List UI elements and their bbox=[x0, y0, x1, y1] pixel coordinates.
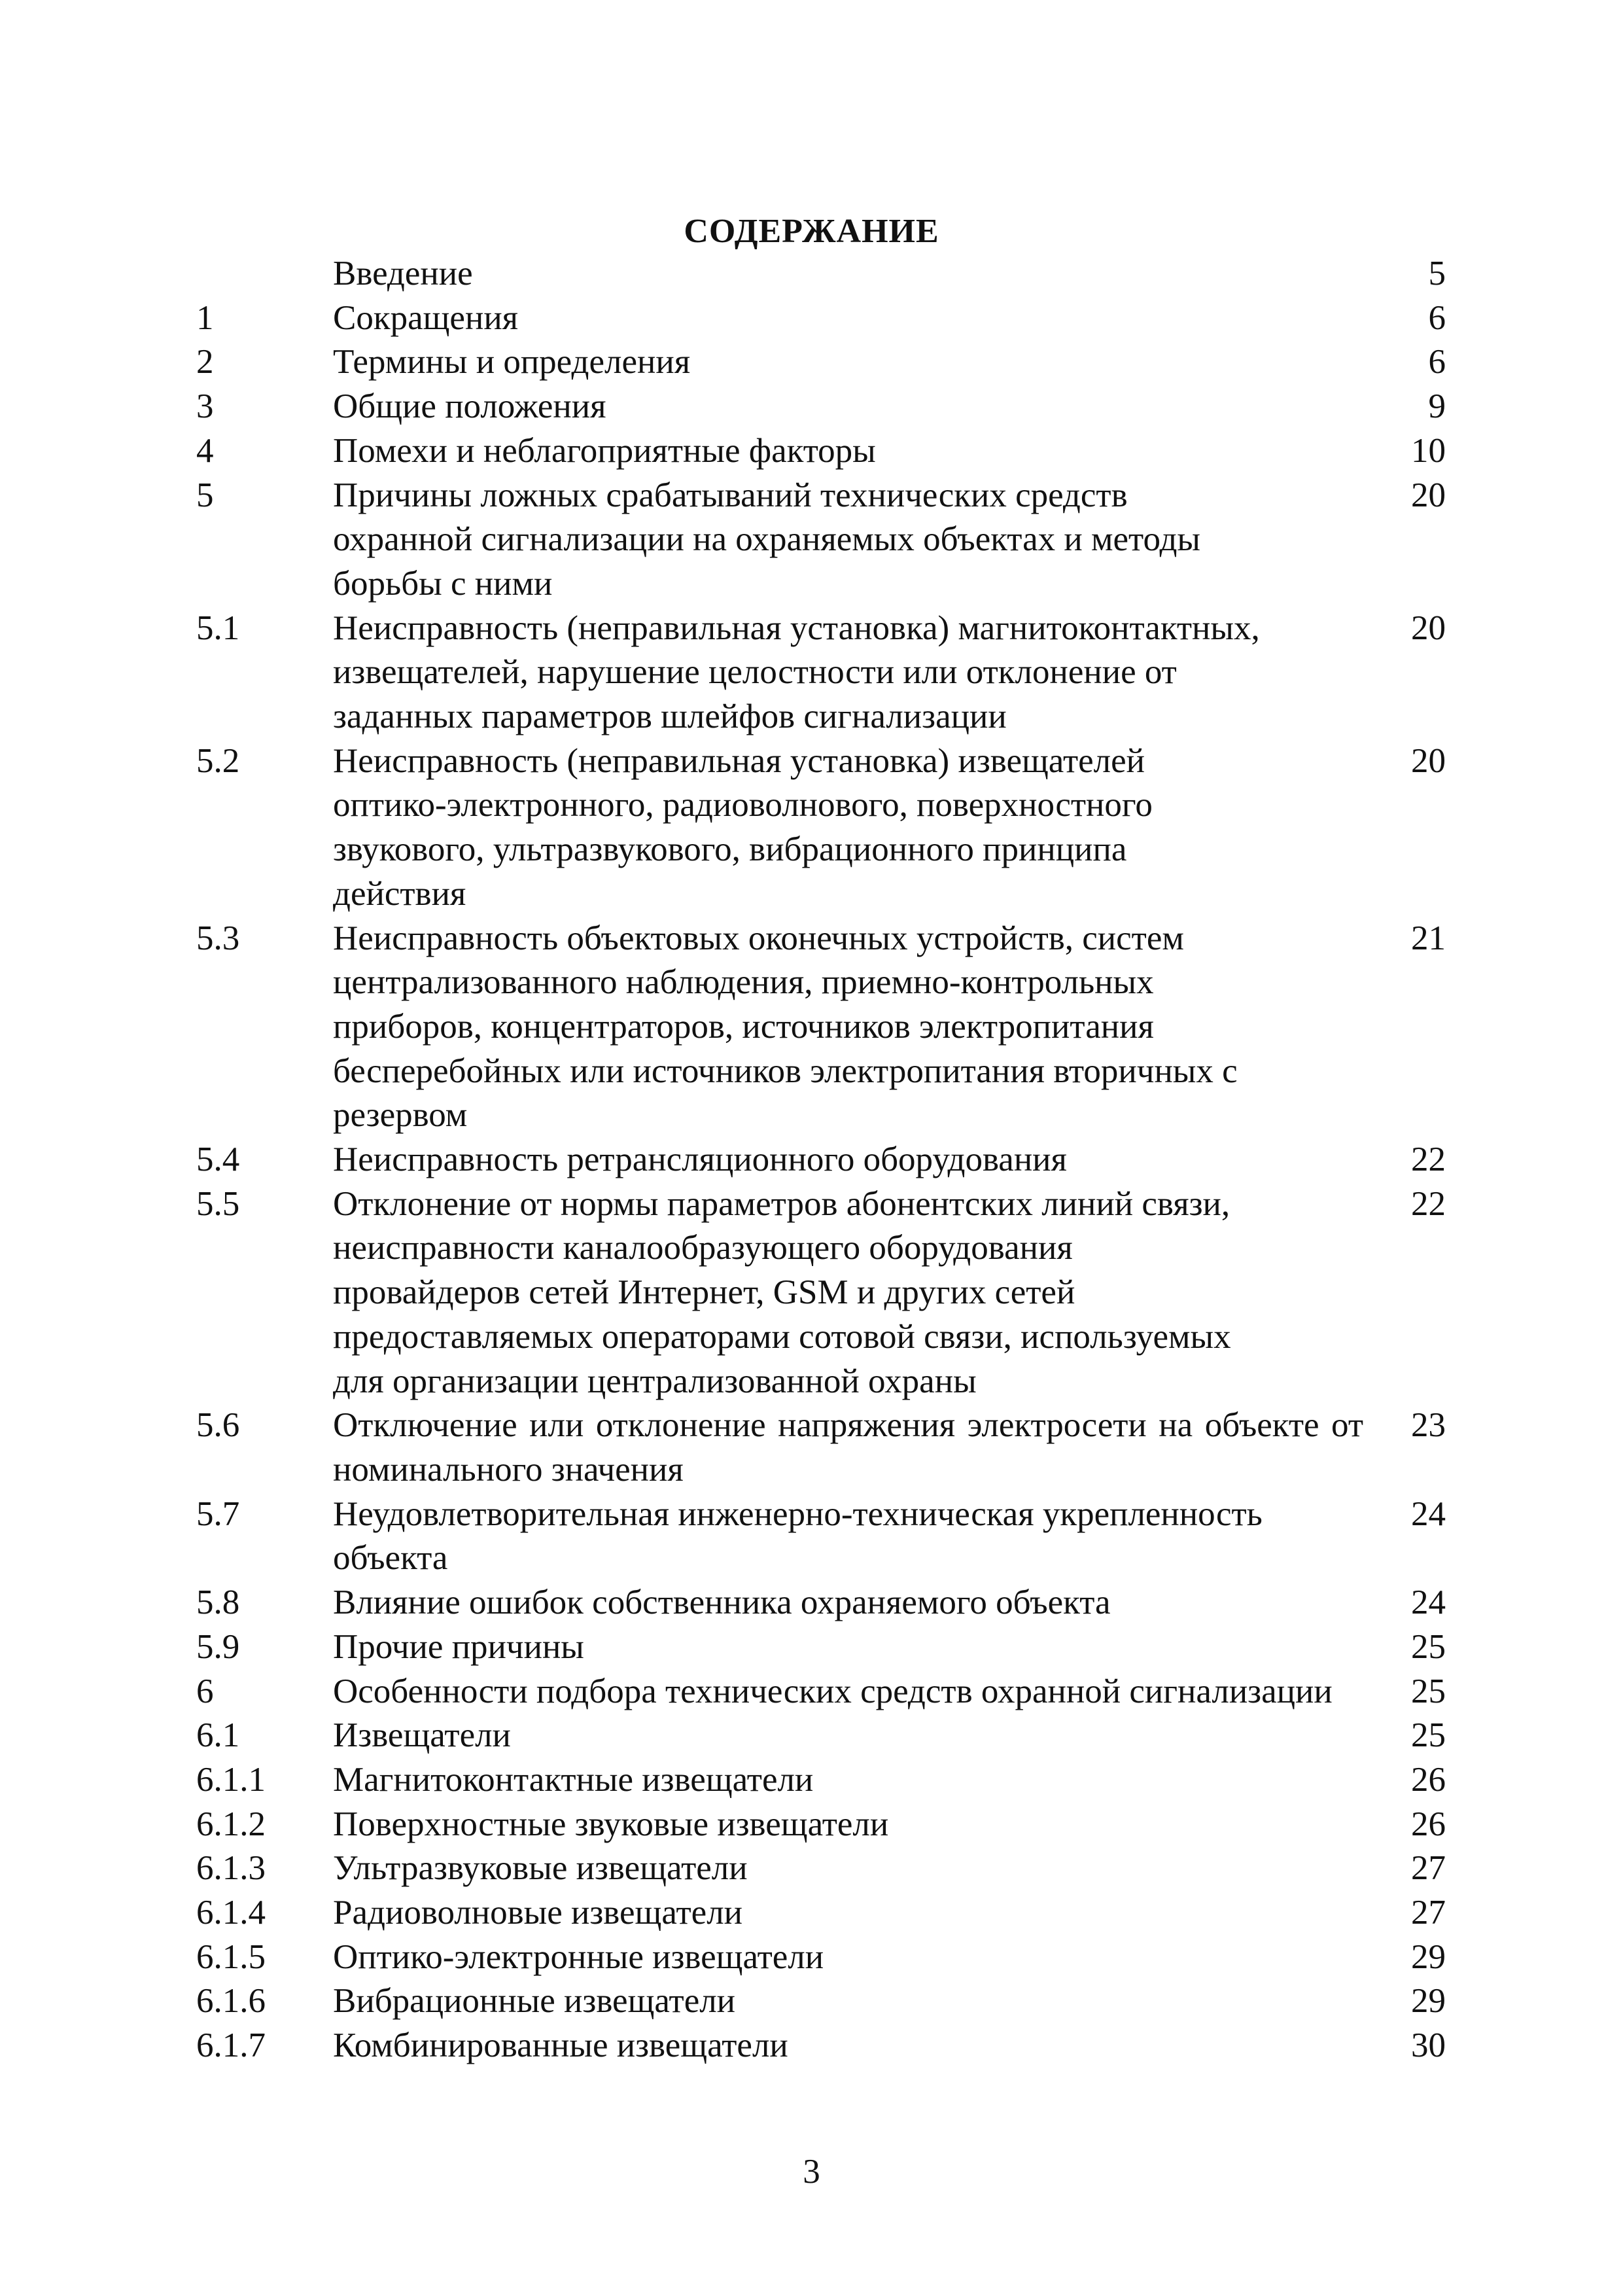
toc-entry bbox=[196, 917, 1446, 1139]
toc-entry bbox=[196, 1625, 1446, 1670]
toc-entry-page: 25 bbox=[1411, 1716, 1446, 1755]
toc-entry-title: Отключение или отклонение напряжения электросети на объекте от номинального значения bbox=[333, 1406, 1363, 1489]
toc-entry-number: 5.1 bbox=[196, 609, 240, 647]
toc-entry-number: 6.1.7 bbox=[196, 2026, 266, 2065]
toc-entry-number: 5 bbox=[196, 476, 214, 514]
toc-entry-number: 3 bbox=[196, 387, 214, 426]
toc-entry-page: 20 bbox=[1411, 741, 1446, 780]
toc-entry-title: Ультразвуковые извещатели bbox=[333, 1849, 748, 1888]
toc-entry-number: 5.8 bbox=[196, 1583, 240, 1622]
toc-entry-page: 6 bbox=[1428, 298, 1446, 337]
toc-entry-title: Извещатели bbox=[333, 1716, 511, 1755]
toc-entry-page: 20 bbox=[1411, 476, 1446, 514]
toc-entry-title: Оптико-электронные извещатели bbox=[333, 1937, 824, 1976]
toc-entry-page: 20 bbox=[1411, 609, 1446, 647]
toc-entry-number: 6.1.2 bbox=[196, 1805, 266, 1843]
toc-entry-title: Сокращения bbox=[333, 298, 519, 337]
toc-entry-number: 4 bbox=[196, 431, 214, 470]
toc-entry-page: 27 bbox=[1411, 1849, 1446, 1888]
toc-entry-number: 2 bbox=[196, 343, 214, 381]
toc-entry-title: Поверхностные звуковые извещатели bbox=[333, 1805, 889, 1843]
toc-entry-number: 6.1.1 bbox=[196, 1760, 266, 1799]
toc-entry-title: Неисправность (неправильная установка) магнитоконтактных, извещателей, нарушение целостности или отклонение от заданных параметров шлейфов сигнализации bbox=[333, 609, 1260, 736]
toc-entry-number: 1 bbox=[196, 298, 214, 337]
toc-entry-title: Неисправность ретрансляционного оборудования bbox=[333, 1140, 1067, 1179]
page-title: СОДЕРЖАНИЕ bbox=[684, 213, 939, 250]
toc-entry bbox=[196, 1935, 1446, 1980]
toc-entry bbox=[196, 1979, 1446, 2024]
toc-entry-page: 30 bbox=[1411, 2026, 1446, 2065]
toc-entry-title: Особенности подбора технических средств охранной сигнализации bbox=[333, 1672, 1333, 1710]
toc-entry-page: 25 bbox=[1411, 1627, 1446, 1666]
toc-entry-number: 6.1.5 bbox=[196, 1937, 266, 1976]
toc-entry-page: 24 bbox=[1411, 1494, 1446, 1533]
toc-entry-page: 23 bbox=[1411, 1406, 1446, 1445]
toc-entry bbox=[196, 1758, 1446, 1803]
toc-entry-number: 6.1.6 bbox=[196, 1982, 266, 2021]
toc-entry bbox=[196, 1670, 1446, 1714]
toc-entry-page: 10 bbox=[1411, 431, 1446, 470]
toc-entry bbox=[196, 1803, 1446, 1847]
toc-entry-title: Неисправность объектовых оконечных устройств, систем централизованного наблюдения, приемно-контрольных приборов, концентраторов, источников электропитания бесперебойных или источников электропитания вторичных с резервом bbox=[333, 919, 1238, 1135]
toc-entry-title: Причины ложных срабатываний технических средств охранной сигнализации на охраняемых объектах и методы борьбы с ними bbox=[333, 476, 1201, 603]
toc-entry-page: 26 bbox=[1411, 1760, 1446, 1799]
toc-entry bbox=[196, 1404, 1446, 1492]
toc-entry-page: 27 bbox=[1411, 1894, 1446, 1932]
toc-entry-title: Магнитоконтактные извещатели bbox=[333, 1760, 814, 1799]
toc-entry-number: 6.1.4 bbox=[196, 1894, 266, 1932]
toc-entry bbox=[196, 1492, 1446, 1581]
toc-entry-title: Помехи и неблагоприятные факторы bbox=[333, 431, 876, 470]
toc-entry-title: Комбинированные извещатели bbox=[333, 2026, 788, 2065]
toc-entry-number: 5.2 bbox=[196, 741, 240, 780]
toc-entry-page: 9 bbox=[1428, 387, 1446, 426]
toc-entry-number: 5.5 bbox=[196, 1184, 240, 1223]
toc-entry bbox=[196, 1846, 1446, 1891]
toc-entry-page: 22 bbox=[1411, 1184, 1446, 1223]
toc-entry bbox=[196, 2024, 1446, 2068]
toc-entry-page: 21 bbox=[1411, 919, 1446, 957]
toc-entry-page: 29 bbox=[1411, 1982, 1446, 2021]
toc-entry-page: 6 bbox=[1428, 343, 1446, 381]
toc-entry-title: Общие положения bbox=[333, 387, 606, 426]
toc-entry-number: 5.9 bbox=[196, 1627, 240, 1666]
toc-entry-title: Вибрационные извещатели bbox=[333, 1982, 736, 2021]
toc-entry bbox=[196, 1182, 1446, 1404]
toc-entry-title: Неудовлетворительная инженерно-техническая укрепленность объекта bbox=[333, 1494, 1263, 1578]
toc-entry-page: 26 bbox=[1411, 1805, 1446, 1843]
toc-entry bbox=[196, 1581, 1446, 1625]
toc-entry-number: 5.6 bbox=[196, 1406, 240, 1445]
toc-entry bbox=[196, 739, 1446, 917]
toc-entry bbox=[196, 340, 1446, 385]
table-of-contents bbox=[196, 252, 1446, 2068]
toc-entry-page: 29 bbox=[1411, 1937, 1446, 1976]
toc-entry bbox=[196, 1891, 1446, 1935]
toc-entry-title: Неисправность (неправильная установка) извещателей оптико-электронного, радиоволнового, поверхностного звукового, ультразвукового, вибрационного принципа действия bbox=[333, 741, 1153, 913]
toc-entry bbox=[196, 429, 1446, 474]
toc-entry-title: Термины и определения bbox=[333, 343, 691, 381]
toc-entry-title: Влияние ошибок собственника охраняемого объекта bbox=[333, 1583, 1111, 1622]
toc-entry-page: 22 bbox=[1411, 1140, 1446, 1179]
toc-entry bbox=[196, 1714, 1446, 1758]
toc-entry-number: 6 bbox=[196, 1672, 214, 1710]
toc-entry-title: Введение bbox=[333, 255, 473, 292]
toc-entry bbox=[196, 474, 1446, 607]
toc-entry-page: 5 bbox=[1428, 255, 1446, 292]
toc-entry bbox=[196, 385, 1446, 429]
toc-entry-number: 5.7 bbox=[196, 1494, 240, 1533]
toc-entry-title: Радиоволновые извещатели bbox=[333, 1894, 743, 1932]
toc-entry-number: 6.1.3 bbox=[196, 1849, 266, 1888]
toc-entry-number: 5.3 bbox=[196, 919, 240, 957]
toc-entry-title: Отклонение от нормы параметров абонентских линий связи, неисправности каналообразующего оборудования провайдеров сетей Интернет, GSM и других сетей предоставляемых операторами сотовой связи, используемых для организации централизованной охраны bbox=[333, 1184, 1231, 1400]
page-number: 3 bbox=[803, 2153, 820, 2191]
toc-entry bbox=[196, 252, 1446, 296]
toc-entry bbox=[196, 607, 1446, 739]
toc-entry-number: 6.1 bbox=[196, 1716, 240, 1755]
toc-entry bbox=[196, 296, 1446, 341]
toc-entry-page: 24 bbox=[1411, 1583, 1446, 1622]
toc-entry-page: 25 bbox=[1411, 1672, 1446, 1710]
toc-entry-title: Прочие причины bbox=[333, 1627, 584, 1666]
toc-entry bbox=[196, 1138, 1446, 1182]
toc-entry-number: 5.4 bbox=[196, 1140, 240, 1179]
